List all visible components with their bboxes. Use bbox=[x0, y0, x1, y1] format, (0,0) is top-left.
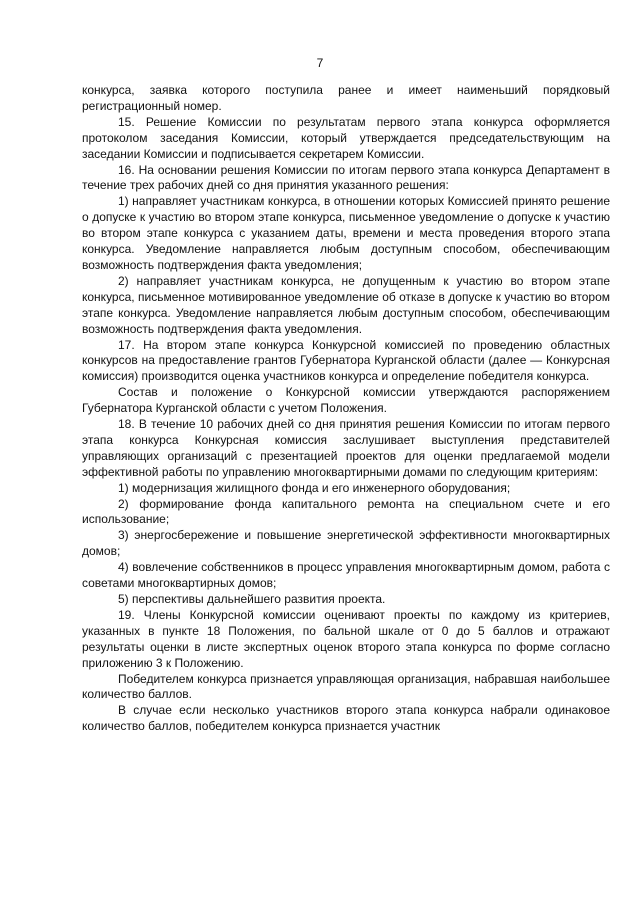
criterion-1: 1) модернизация жилищного фонда и его инженерного оборудования; bbox=[118, 480, 511, 495]
paragraph-item-16: 16. На основании решения Комиссии по итогам первого этапа конкурса Департамент в течение трех рабочих дней со дня принятия указанного решения: bbox=[82, 162, 610, 193]
paragraph-winner: Победителем конкурса признается управляющая организация, набравшая наибольшее количество баллов. bbox=[82, 671, 610, 702]
criterion-4: 4) вовлечение собственников в процесс управления многоквартирным домом, работа с советами многоквартирных домов; bbox=[82, 560, 610, 591]
document-body bbox=[82, 83, 610, 735]
criterion-5: 5) перспективы дальнейшего развития проекта. bbox=[118, 592, 386, 606]
paragraph-item-19: 19. Члены Конкурсной комиссии оценивают проекты по каждому из критериев, указанных в пункте 18 Положения, по бальной шкале от 0 до 5 баллов и отражают результаты оценки в листе экспертных оценок второго этапа конкурса по форме согласно приложению 3 к Положению. bbox=[82, 607, 610, 670]
paragraph-tie: В случае если несколько участников второго этапа конкурса набрали одинаковое количество баллов, победителем конкурса признается участник bbox=[82, 703, 610, 734]
paragraph-item-18: 18. В течение 10 рабочих дней со дня принятия решения Комиссии по итогам первого этапа конкурса Конкурсная комиссия заслушивает выступления представителей управляющих организаций с презентацией проектов для оценки предлагаемой модели эффективной работы по управлению многоквартирными домами по следующим критериям: bbox=[82, 417, 610, 479]
criterion-3: 3) энергосбережение и повышение энергетической эффективности многоквартирных домов; bbox=[82, 528, 610, 559]
criterion-2: 2) формирование фонда капитального ремонта на специальном счете и его использование; bbox=[82, 496, 610, 527]
page-number: 7 bbox=[316, 56, 324, 70]
paragraph-item-15: 15. Решение Комиссии по результатам первого этапа конкурса оформляется протоколом заседания Комиссии, который утверждается председательствующим на заседании Комиссии и подписывается секретарем Комиссии. bbox=[82, 114, 610, 161]
paragraph-commission-composition: Состав и положение о Конкурсной комиссии утверждаются распоряжением Губернатора Курганской области с учетом Положения. bbox=[82, 385, 610, 416]
paragraph-item-17: 17. На втором этапе конкурса Конкурсной комиссией по проведению областных конкурсов на предоставление грантов Губернатора Курганской области (далее — Конкурсная комиссия) производится оценка участников конкурса и определение победителя конкурса. bbox=[82, 337, 610, 384]
paragraph-item-16-1: 1) направляет участникам конкурса, в отношении которых Комиссией принято решение о допуске к участию во втором этапе конкурса, письменное уведомление о допуске к участию во втором этапе конкурса с указанием даты, времени и места проведения второго этапа конкурса. Уведомление направляется любым доступным способом, обеспечивающим возможность подтверждения факта уведомления; bbox=[82, 194, 610, 272]
paragraph-item-16-2: 2) направляет участникам конкурса, не допущенным к участию во втором этапе конкурса, письменное мотивированное уведомление об отказе в допуске к участию во втором этапе конкурса. Уведомление направляется любым доступным способом, обеспечивающим возможность подтверждения факта уведомления. bbox=[82, 273, 610, 336]
paragraph-continuation: конкурса, заявка которого поступила ранее и имеет наименьший порядковый регистрационный номер. bbox=[82, 83, 610, 113]
